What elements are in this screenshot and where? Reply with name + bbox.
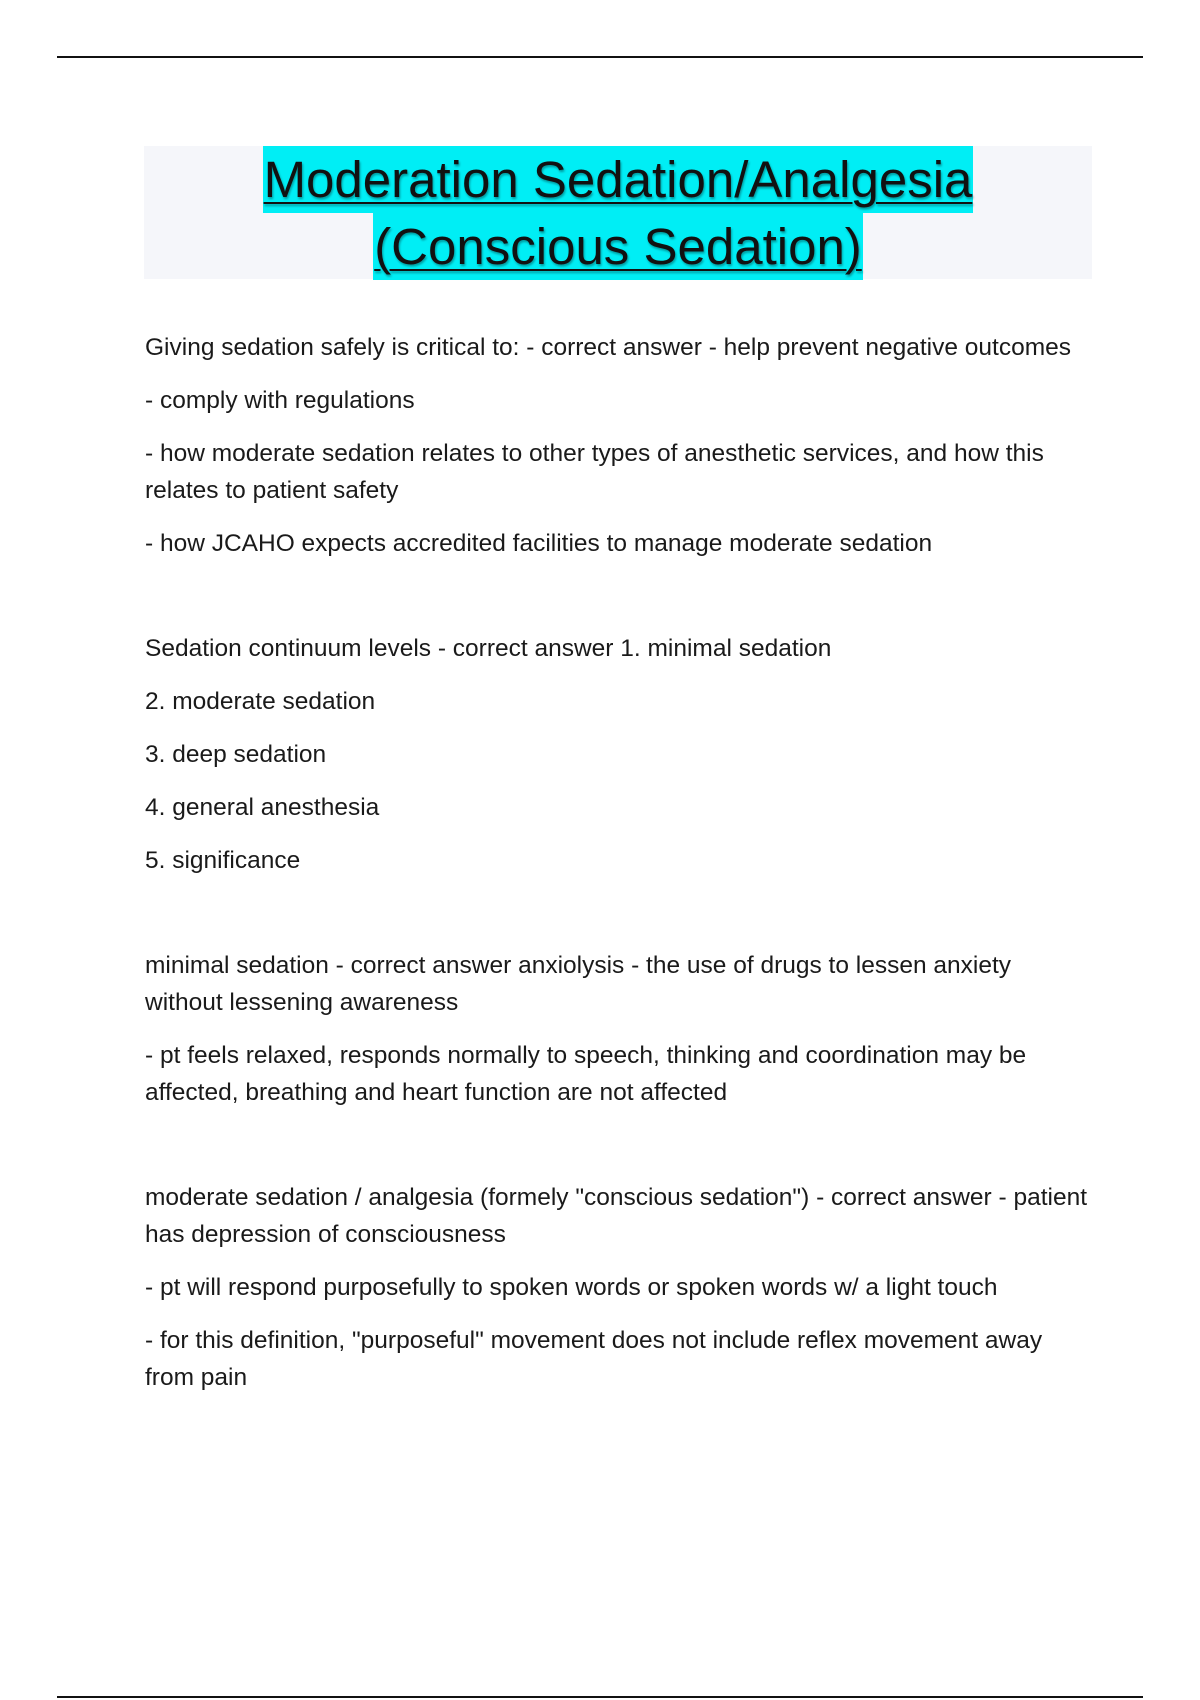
qa-section-safety (145, 329, 1090, 562)
question-line: moderate sedation / analgesia (formely "conscious sedation") - correct answer - patient has depression of consciousness (145, 1184, 1088, 1248)
document-body (145, 329, 1090, 1412)
answer-line: - pt feels relaxed, responds normally to speech, thinking and coordination may be affected, breathing and heart function are not affected (145, 1042, 1027, 1106)
question-line: Giving sedation safely is critical to: - correct answer - help prevent negative outcomes (145, 334, 1071, 361)
document-title (144, 146, 1092, 279)
top-rule (57, 56, 1143, 58)
qa-section-minimal (145, 947, 1090, 1111)
answer-line: - comply with regulations (145, 387, 415, 414)
answer-line: 4. general anesthesia (145, 794, 380, 821)
question-line: minimal sedation - correct answer anxiolysis - the use of drugs to lessen anxiety without lessening awareness (145, 952, 1012, 1016)
answer-line: - how JCAHO expects accredited facilities to manage moderate sedation (145, 530, 933, 557)
answer-line: 2. moderate sedation (145, 688, 376, 715)
answer-line: - how moderate sedation relates to other types of anesthetic services, and how this relates to patient safety (145, 440, 1044, 504)
answer-line: - pt will respond purposefully to spoken words or spoken words w/ a light touch (145, 1274, 998, 1301)
answer-line: - for this definition, "purposeful" movement does not include reflex movement away from pain (145, 1327, 1043, 1391)
title-line-1: Moderation Sedation/Analgesia (263, 146, 974, 213)
answer-line: 3. deep sedation (145, 741, 327, 768)
qa-section-continuum (145, 630, 1090, 879)
question-line: Sedation continuum levels - correct answer 1. minimal sedation (145, 635, 832, 662)
title-line-2: (Conscious Sedation) (373, 213, 863, 280)
qa-section-moderate (145, 1179, 1090, 1396)
bottom-rule (57, 1696, 1143, 1698)
answer-line: 5. significance (145, 847, 301, 874)
